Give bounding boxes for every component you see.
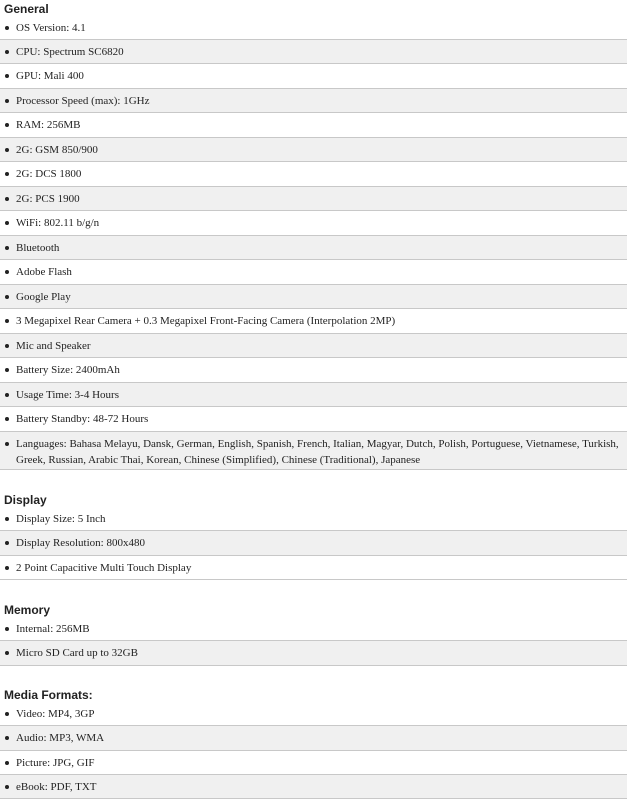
list-item-text: Bluetooth [16,241,60,254]
list-item-text: Usage Time: 3-4 Hours [16,388,119,401]
bullet-icon [5,270,9,274]
bullet-icon [5,221,9,225]
list-item [0,751,627,775]
section-title: Media Formats: [4,688,93,702]
list-item-text: Google Play [16,290,71,303]
bullet-icon [5,295,9,299]
bullet-icon [5,393,9,397]
list-item [0,236,627,260]
list-item-text: Display Resolution: 800x480 [16,537,145,549]
list-item-text: Battery Standby: 48-72 Hours [16,413,149,425]
bullet-icon [5,566,9,570]
bullet-icon [5,123,9,127]
list-item [0,211,627,236]
bullet-icon [5,99,9,103]
list-item [0,775,627,799]
list-item-text: Display Size: 5 Inch [16,512,106,525]
list-item [0,334,627,358]
bullet-icon [5,74,9,78]
section-general [0,2,630,470]
list-item [0,556,627,580]
list-item-text: CPU: Spectrum SC6820 [16,45,124,58]
list-item-text: Micro SD Card up to 32GB [16,647,138,659]
list-item [0,260,627,285]
list-item-text: 2 Point Capacitive Multi Touch Display [16,561,192,574]
list-item-text: Adobe Flash [16,266,72,278]
list-item [0,702,627,726]
bullet-icon [5,26,9,30]
bullet-icon [5,197,9,201]
list-item [0,64,627,89]
list-item-text: Internal: 256MB [16,622,90,635]
section-memory [0,603,630,666]
list-item-text: RAM: 256MB [16,119,81,131]
list-item [0,16,627,40]
list-item-text: Audio: MP3, WMA [16,732,105,744]
bullet-icon [5,50,9,54]
spec-list [0,16,627,470]
section-display [0,493,630,580]
list-item-text: 2G: DCS 1800 [16,168,82,180]
list-item [0,40,627,64]
bullet-icon [5,541,9,545]
bullet-icon [5,651,9,655]
section-title: General [4,2,49,16]
bullet-icon [5,517,9,521]
bullet-icon [5,442,9,446]
spec-list [0,617,627,666]
bullet-icon [5,736,9,740]
list-item [0,89,627,113]
list-item [0,507,627,531]
list-item-text: Mic and Speaker [16,339,91,352]
list-item [0,285,627,309]
bullet-icon [5,712,9,716]
list-item [0,187,627,211]
list-item-text: 2G: PCS 1900 [16,192,80,205]
list-item-text: OS Version: 4.1 [16,21,86,34]
list-item-text: Languages: Bahasa Melayu, Dansk, German, English, Spanish, French, Italian, Magyar, Dutch, Polish, Portuguese, Vietnamese, Turkish, Greek, Russian, Arabic Thai, Korean, Chinese (Simplified), Chinese (Traditional), Japanese [16,438,619,466]
list-item-text: WiFi: 802.11 b/g/n [16,217,100,229]
bullet-icon [5,785,9,789]
list-item [0,138,627,162]
list-item-text: GPU: Mali 400 [16,70,84,82]
list-item-text: Picture: JPG, GIF [16,756,95,769]
bullet-icon [5,344,9,348]
list-item-text: Video: MP4, 3GP [16,707,95,720]
list-item [0,641,627,666]
section-title: Display [4,493,47,507]
list-item [0,113,627,138]
section-title: Memory [4,603,51,617]
list-item [0,358,627,383]
spec-list [0,507,627,580]
bullet-icon [5,761,9,765]
list-item [0,162,627,187]
bullet-icon [5,172,9,176]
list-item-text: Processor Speed (max): 1GHz [16,94,150,107]
list-item [0,309,627,334]
bullet-icon [5,319,9,323]
list-item-text: 2G: GSM 850/900 [16,143,98,156]
list-item-text: Battery Size: 2400mAh [16,364,120,376]
list-item [0,407,627,432]
list-item [0,432,627,470]
bullet-icon [5,368,9,372]
list-item [0,726,627,751]
spec-list [0,702,627,799]
bullet-icon [5,417,9,421]
list-item-text: eBook: PDF, TXT [16,780,97,793]
section-media-formats [0,688,630,799]
list-item [0,531,627,556]
bullet-icon [5,148,9,152]
bullet-icon [5,627,9,631]
list-item [0,617,627,641]
list-item-text: 3 Megapixel Rear Camera + 0.3 Megapixel Front-Facing Camera (Interpolation 2MP) [16,315,396,327]
list-item [0,383,627,407]
bullet-icon [5,246,9,250]
